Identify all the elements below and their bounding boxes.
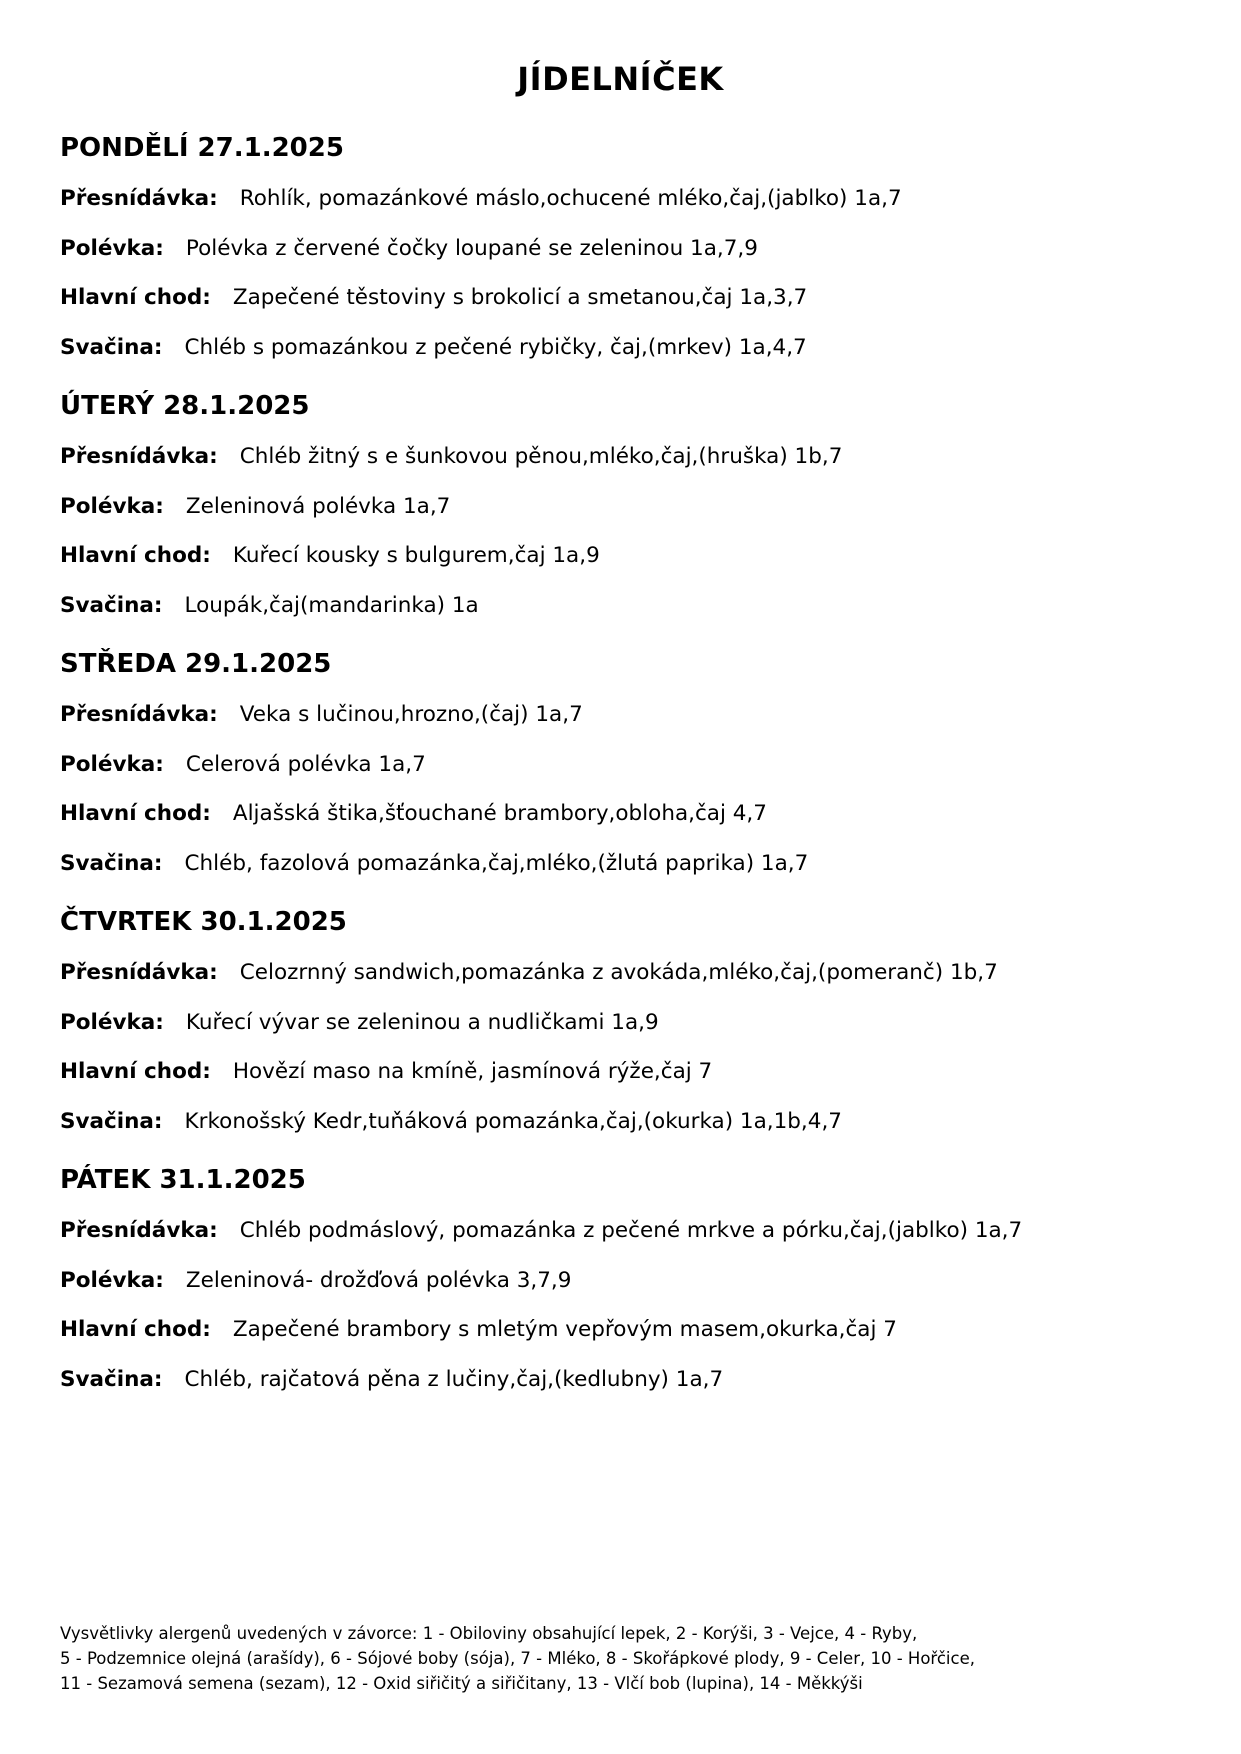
day-friday xyxy=(60,1160,1180,1418)
day-thursday xyxy=(60,902,1180,1160)
meal-label: Svačina: xyxy=(60,850,163,876)
meal-snack-afternoon xyxy=(60,839,1180,889)
meal-label: Polévka: xyxy=(60,751,164,777)
footnote-line: 11 - Sezamová semena (sezam), 12 - Oxid siřičitý a siřičitany, 13 - Vlčí bob (lupina), 14 - Měkkýši xyxy=(60,1674,863,1693)
meal-snack-morning xyxy=(60,432,1180,482)
meal-soup xyxy=(60,1256,1180,1306)
meal-label: Přesnídávka: xyxy=(60,1218,218,1243)
footnote-line: Vysvětlivky alergenů uvedených v závorce: 1 - Obiloviny obsahující lepek, 2 - Korýši, 3 - Vejce, 4 - Ryby, xyxy=(60,1624,918,1643)
meal-text: Hovězí maso na kmíně, jasmínová rýže,čaj 7 xyxy=(232,1059,713,1084)
meal-label: Přesnídávka: xyxy=(60,960,218,985)
meal-text: Polévka z červené čočky loupané se zeleninou 1a,7,9 xyxy=(185,235,758,261)
day-wednesday xyxy=(60,644,1180,902)
meal-text: Chléb s pomazánkou z pečené rybičky, čaj,(mrkev) 1a,4,7 xyxy=(184,334,807,360)
meal-label: Přesnídávka: xyxy=(60,702,218,727)
menu-content xyxy=(60,128,1180,1418)
meal-text: Loupák,čaj(mandarinka) 1a xyxy=(184,592,479,618)
meal-label: Svačina: xyxy=(60,1108,163,1134)
meal-text: Kuřecí kousky s bulgurem,čaj 1a,9 xyxy=(232,543,600,568)
meal-main-course xyxy=(60,1305,1180,1355)
meal-label: Přesnídávka: xyxy=(60,444,218,469)
meal-text: Chléb, fazolová pomazánka,čaj,mléko,(žlutá paprika) 1a,7 xyxy=(184,850,809,876)
meal-text: Veka s lučinou,hrozno,(čaj) 1a,7 xyxy=(239,702,583,727)
footnote-line: 5 - Podzemnice olejná (arašídy), 6 - Sójové boby (sója), 7 - Mléko, 8 - Skořápkové plody, 9 - Celer, 10 - Hořčice, xyxy=(60,1649,975,1668)
meal-label: Hlavní chod: xyxy=(60,801,211,826)
meal-snack-afternoon xyxy=(60,581,1180,631)
meal-text: Aljašská štika,šťouchané brambory,obloha,čaj 4,7 xyxy=(232,801,767,826)
day-tuesday xyxy=(60,386,1180,644)
day-heading: PONDĚLÍ 27.1.2025 xyxy=(60,133,344,163)
meal-text: Zeleninová- drožďová polévka 3,7,9 xyxy=(185,1267,572,1293)
meal-text: Zapečené brambory s mletým vepřovým masem,okurka,čaj 7 xyxy=(232,1317,897,1342)
meal-text: Rohlík, pomazánkové máslo,ochucené mléko,čaj,(jablko) 1a,7 xyxy=(239,186,902,211)
meal-label: Polévka: xyxy=(60,493,164,519)
meal-label: Polévka: xyxy=(60,235,164,261)
meal-main-course xyxy=(60,273,1180,323)
meal-label: Hlavní chod: xyxy=(60,543,211,568)
meal-snack-morning xyxy=(60,948,1180,998)
meal-text: Chléb, rajčatová pěna z lučiny,čaj,(kedlubny) 1a,7 xyxy=(184,1366,724,1392)
page-title: JÍDELNÍČEK xyxy=(517,60,724,98)
day-monday xyxy=(60,128,1180,386)
meal-text: Kuřecí vývar se zeleninou a nudličkami 1a,9 xyxy=(185,1009,659,1035)
meal-text: Chléb žitný s e šunkovou pěnou,mléko,čaj,(hruška) 1b,7 xyxy=(239,444,843,469)
meal-label: Hlavní chod: xyxy=(60,1317,211,1342)
meal-label: Hlavní chod: xyxy=(60,1059,211,1084)
meal-snack-afternoon xyxy=(60,1097,1180,1147)
meal-text: Chléb podmáslový, pomazánka z pečené mrkve a pórku,čaj,(jablko) 1a,7 xyxy=(239,1218,1023,1243)
meal-soup xyxy=(60,740,1180,790)
meal-label: Svačina: xyxy=(60,1366,163,1392)
day-heading: STŘEDA 29.1.2025 xyxy=(60,649,332,679)
meal-label: Přesnídávka: xyxy=(60,186,218,211)
meal-text: Krkonošský Kedr,tuňáková pomazánka,čaj,(okurka) 1a,1b,4,7 xyxy=(184,1108,842,1134)
allergen-footnote xyxy=(60,1621,1180,1696)
day-heading: ČTVRTEK 30.1.2025 xyxy=(60,907,347,937)
meal-snack-morning xyxy=(60,690,1180,740)
meal-soup xyxy=(60,482,1180,532)
meal-snack-afternoon xyxy=(60,1355,1180,1405)
meal-soup xyxy=(60,224,1180,274)
meal-main-course xyxy=(60,531,1180,581)
day-heading: ÚTERÝ 28.1.2025 xyxy=(60,391,310,421)
meal-soup xyxy=(60,998,1180,1048)
meal-text: Celozrnný sandwich,pomazánka z avokáda,mléko,čaj,(pomeranč) 1b,7 xyxy=(239,960,998,985)
meal-main-course xyxy=(60,789,1180,839)
meal-label: Polévka: xyxy=(60,1009,164,1035)
meal-main-course xyxy=(60,1047,1180,1097)
meal-label: Polévka: xyxy=(60,1267,164,1293)
meal-snack-afternoon xyxy=(60,323,1180,373)
meal-snack-morning xyxy=(60,1206,1180,1256)
meal-text: Zapečené těstoviny s brokolicí a smetanou,čaj 1a,3,7 xyxy=(232,285,808,310)
meal-snack-morning xyxy=(60,174,1180,224)
meal-label: Svačina: xyxy=(60,592,163,618)
meal-text: Zeleninová polévka 1a,7 xyxy=(185,493,451,519)
meal-label: Hlavní chod: xyxy=(60,285,211,310)
day-heading: PÁTEK 31.1.2025 xyxy=(60,1165,306,1195)
meal-text: Celerová polévka 1a,7 xyxy=(185,751,426,777)
meal-label: Svačina: xyxy=(60,334,163,360)
